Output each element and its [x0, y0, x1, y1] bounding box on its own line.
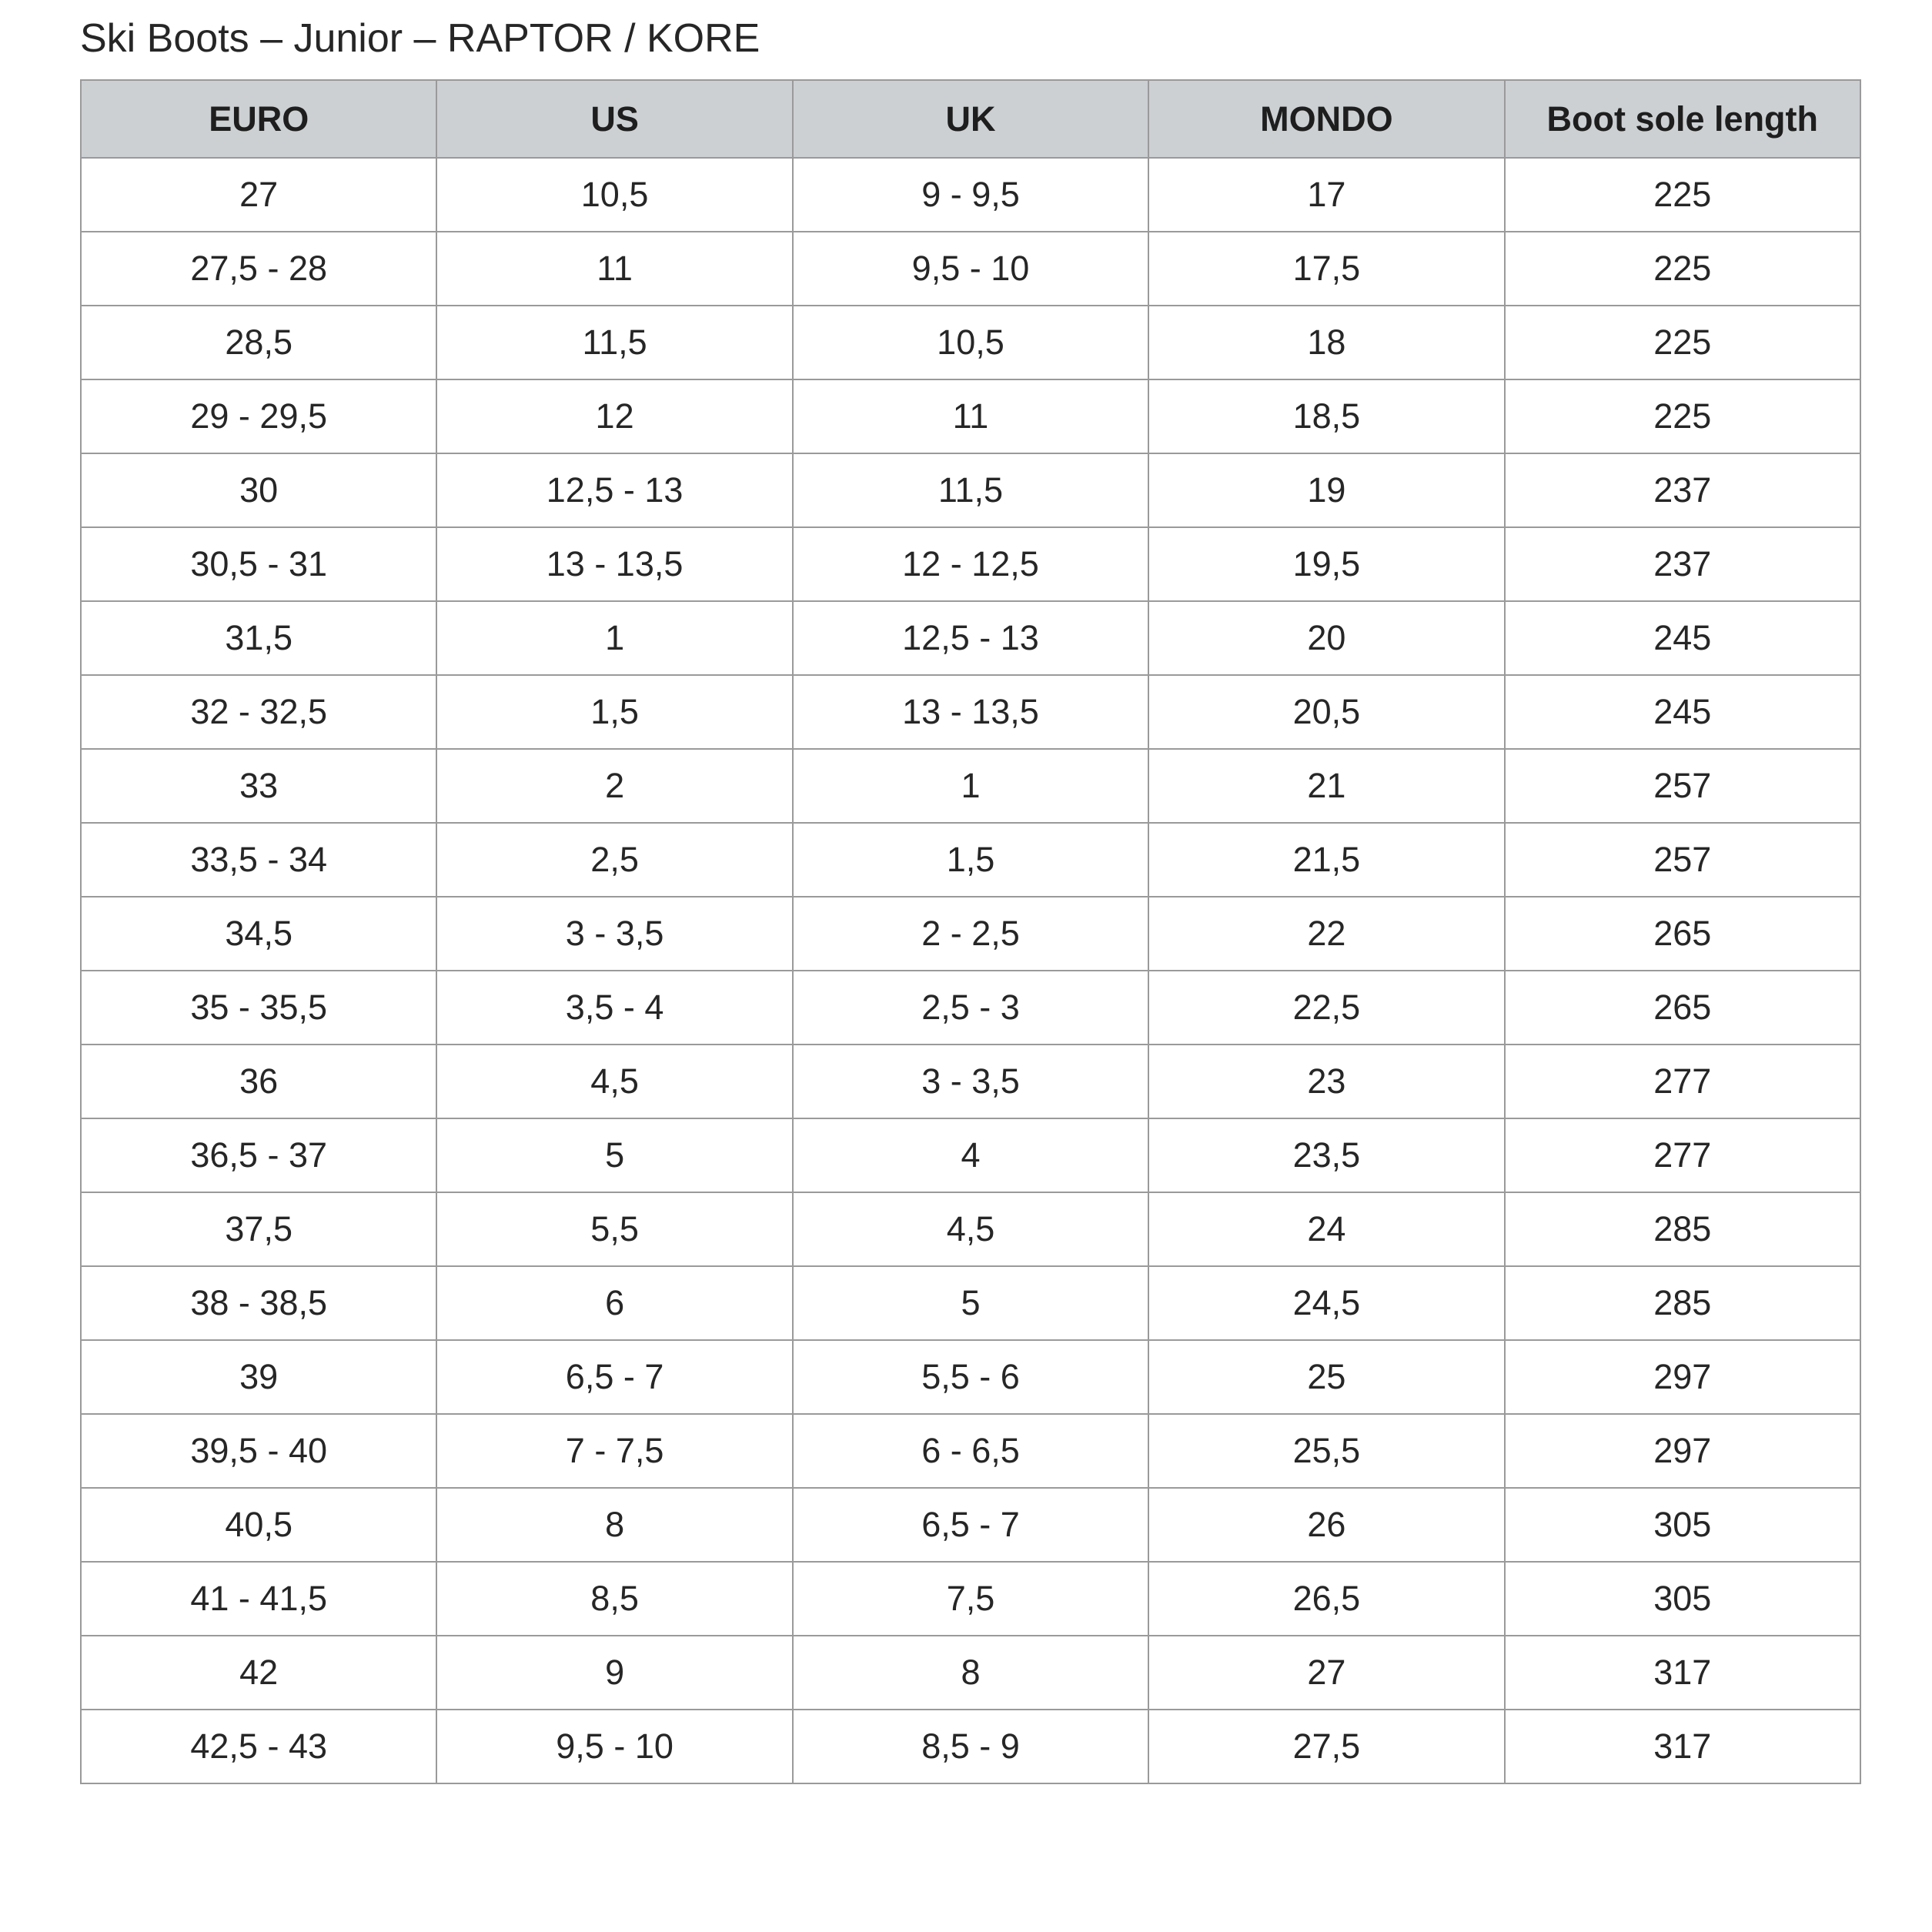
cell-mondo: 26 — [1148, 1488, 1504, 1562]
cell-uk: 5,5 - 6 — [793, 1340, 1148, 1414]
cell-uk: 9 - 9,5 — [793, 158, 1148, 232]
cell-boot-sole-length: 237 — [1505, 527, 1860, 601]
cell-mondo: 17,5 — [1148, 232, 1504, 306]
column-header-mondo: MONDO — [1148, 80, 1504, 158]
table-row — [81, 1488, 1860, 1562]
table-row — [81, 306, 1860, 379]
cell-euro: 37,5 — [81, 1192, 436, 1266]
cell-uk: 1,5 — [793, 823, 1148, 897]
table-row — [81, 1266, 1860, 1340]
cell-boot-sole-length: 305 — [1505, 1488, 1860, 1562]
cell-mondo: 18,5 — [1148, 379, 1504, 453]
cell-euro: 30,5 - 31 — [81, 527, 436, 601]
table-row — [81, 749, 1860, 823]
cell-mondo: 20,5 — [1148, 675, 1504, 749]
cell-uk: 5 — [793, 1266, 1148, 1340]
table-row — [81, 1340, 1860, 1414]
cell-us: 8 — [436, 1488, 792, 1562]
cell-uk: 10,5 — [793, 306, 1148, 379]
cell-uk: 8 — [793, 1636, 1148, 1710]
cell-uk: 11 — [793, 379, 1148, 453]
cell-boot-sole-length: 225 — [1505, 306, 1860, 379]
cell-boot-sole-length: 225 — [1505, 379, 1860, 453]
cell-euro: 29 - 29,5 — [81, 379, 436, 453]
cell-mondo: 21,5 — [1148, 823, 1504, 897]
cell-us: 12,5 - 13 — [436, 453, 792, 527]
cell-euro: 36,5 - 37 — [81, 1118, 436, 1192]
table-header — [81, 80, 1860, 158]
cell-euro: 39,5 - 40 — [81, 1414, 436, 1488]
table-row — [81, 1192, 1860, 1266]
table-row — [81, 1710, 1860, 1783]
cell-mondo: 24 — [1148, 1192, 1504, 1266]
cell-boot-sole-length: 225 — [1505, 232, 1860, 306]
header-row — [81, 80, 1860, 158]
cell-mondo: 26,5 — [1148, 1562, 1504, 1636]
cell-boot-sole-length: 225 — [1505, 158, 1860, 232]
cell-euro: 42,5 - 43 — [81, 1710, 436, 1783]
cell-boot-sole-length: 317 — [1505, 1710, 1860, 1783]
table-row — [81, 1562, 1860, 1636]
cell-us: 11,5 — [436, 306, 792, 379]
table-body — [81, 158, 1860, 1783]
cell-us: 6,5 - 7 — [436, 1340, 792, 1414]
cell-mondo: 23,5 — [1148, 1118, 1504, 1192]
cell-uk: 12,5 - 13 — [793, 601, 1148, 675]
cell-boot-sole-length: 297 — [1505, 1414, 1860, 1488]
cell-euro: 30 — [81, 453, 436, 527]
cell-boot-sole-length: 257 — [1505, 823, 1860, 897]
cell-mondo: 17 — [1148, 158, 1504, 232]
cell-euro: 39 — [81, 1340, 436, 1414]
column-header-boot-sole-length: Boot sole length — [1505, 80, 1860, 158]
cell-mondo: 18 — [1148, 306, 1504, 379]
cell-uk: 11,5 — [793, 453, 1148, 527]
table-row — [81, 823, 1860, 897]
cell-boot-sole-length: 277 — [1505, 1045, 1860, 1118]
table-row — [81, 675, 1860, 749]
cell-us: 7 - 7,5 — [436, 1414, 792, 1488]
cell-boot-sole-length: 245 — [1505, 601, 1860, 675]
cell-us: 6 — [436, 1266, 792, 1340]
column-header-us: US — [436, 80, 792, 158]
cell-euro: 33,5 - 34 — [81, 823, 436, 897]
cell-mondo: 25,5 — [1148, 1414, 1504, 1488]
column-header-uk: UK — [793, 80, 1148, 158]
cell-boot-sole-length: 265 — [1505, 897, 1860, 971]
cell-us: 3,5 - 4 — [436, 971, 792, 1045]
cell-us: 9 — [436, 1636, 792, 1710]
cell-us: 11 — [436, 232, 792, 306]
cell-boot-sole-length: 297 — [1505, 1340, 1860, 1414]
cell-mondo: 19,5 — [1148, 527, 1504, 601]
cell-euro: 41 - 41,5 — [81, 1562, 436, 1636]
table-row — [81, 1118, 1860, 1192]
cell-euro: 28,5 — [81, 306, 436, 379]
cell-mondo: 22,5 — [1148, 971, 1504, 1045]
table-row — [81, 158, 1860, 232]
cell-us: 13 - 13,5 — [436, 527, 792, 601]
cell-uk: 7,5 — [793, 1562, 1148, 1636]
cell-uk: 9,5 - 10 — [793, 232, 1148, 306]
cell-us: 12 — [436, 379, 792, 453]
cell-euro: 31,5 — [81, 601, 436, 675]
cell-uk: 2 - 2,5 — [793, 897, 1148, 971]
table-row — [81, 1636, 1860, 1710]
cell-mondo: 27 — [1148, 1636, 1504, 1710]
cell-euro: 32 - 32,5 — [81, 675, 436, 749]
cell-us: 3 - 3,5 — [436, 897, 792, 971]
cell-us: 10,5 — [436, 158, 792, 232]
cell-euro: 33 — [81, 749, 436, 823]
cell-us: 1,5 — [436, 675, 792, 749]
cell-boot-sole-length: 257 — [1505, 749, 1860, 823]
cell-uk: 6 - 6,5 — [793, 1414, 1148, 1488]
table-row — [81, 232, 1860, 306]
cell-boot-sole-length: 245 — [1505, 675, 1860, 749]
table-row — [81, 1414, 1860, 1488]
cell-uk: 12 - 12,5 — [793, 527, 1148, 601]
cell-uk: 4,5 — [793, 1192, 1148, 1266]
cell-euro: 36 — [81, 1045, 436, 1118]
table-row — [81, 1045, 1860, 1118]
cell-us: 5 — [436, 1118, 792, 1192]
cell-euro: 38 - 38,5 — [81, 1266, 436, 1340]
cell-boot-sole-length: 265 — [1505, 971, 1860, 1045]
cell-euro: 27 — [81, 158, 436, 232]
cell-us: 2,5 — [436, 823, 792, 897]
cell-mondo: 27,5 — [1148, 1710, 1504, 1783]
cell-us: 5,5 — [436, 1192, 792, 1266]
size-chart-table — [80, 79, 1861, 1784]
cell-euro: 42 — [81, 1636, 436, 1710]
cell-uk: 1 — [793, 749, 1148, 823]
cell-mondo: 24,5 — [1148, 1266, 1504, 1340]
table-row — [81, 453, 1860, 527]
cell-us: 9,5 - 10 — [436, 1710, 792, 1783]
cell-mondo: 19 — [1148, 453, 1504, 527]
table-row — [81, 971, 1860, 1045]
cell-boot-sole-length: 305 — [1505, 1562, 1860, 1636]
cell-boot-sole-length: 237 — [1505, 453, 1860, 527]
page-title: Ski Boots – Junior – RAPTOR / KORE — [80, 16, 760, 61]
cell-mondo: 21 — [1148, 749, 1504, 823]
cell-us: 1 — [436, 601, 792, 675]
cell-us: 8,5 — [436, 1562, 792, 1636]
cell-us: 2 — [436, 749, 792, 823]
table-row — [81, 379, 1860, 453]
cell-euro: 34,5 — [81, 897, 436, 971]
cell-boot-sole-length: 277 — [1505, 1118, 1860, 1192]
cell-euro: 40,5 — [81, 1488, 436, 1562]
cell-mondo: 22 — [1148, 897, 1504, 971]
cell-euro: 35 - 35,5 — [81, 971, 436, 1045]
cell-uk: 3 - 3,5 — [793, 1045, 1148, 1118]
cell-uk: 2,5 - 3 — [793, 971, 1148, 1045]
cell-us: 4,5 — [436, 1045, 792, 1118]
cell-euro: 27,5 - 28 — [81, 232, 436, 306]
column-header-euro: EURO — [81, 80, 436, 158]
cell-mondo: 23 — [1148, 1045, 1504, 1118]
table-row — [81, 527, 1860, 601]
cell-uk: 6,5 - 7 — [793, 1488, 1148, 1562]
cell-mondo: 20 — [1148, 601, 1504, 675]
cell-boot-sole-length: 285 — [1505, 1192, 1860, 1266]
table-row — [81, 897, 1860, 971]
cell-uk: 13 - 13,5 — [793, 675, 1148, 749]
cell-uk: 8,5 - 9 — [793, 1710, 1148, 1783]
cell-uk: 4 — [793, 1118, 1148, 1192]
cell-boot-sole-length: 317 — [1505, 1636, 1860, 1710]
cell-mondo: 25 — [1148, 1340, 1504, 1414]
table-row — [81, 601, 1860, 675]
cell-boot-sole-length: 285 — [1505, 1266, 1860, 1340]
